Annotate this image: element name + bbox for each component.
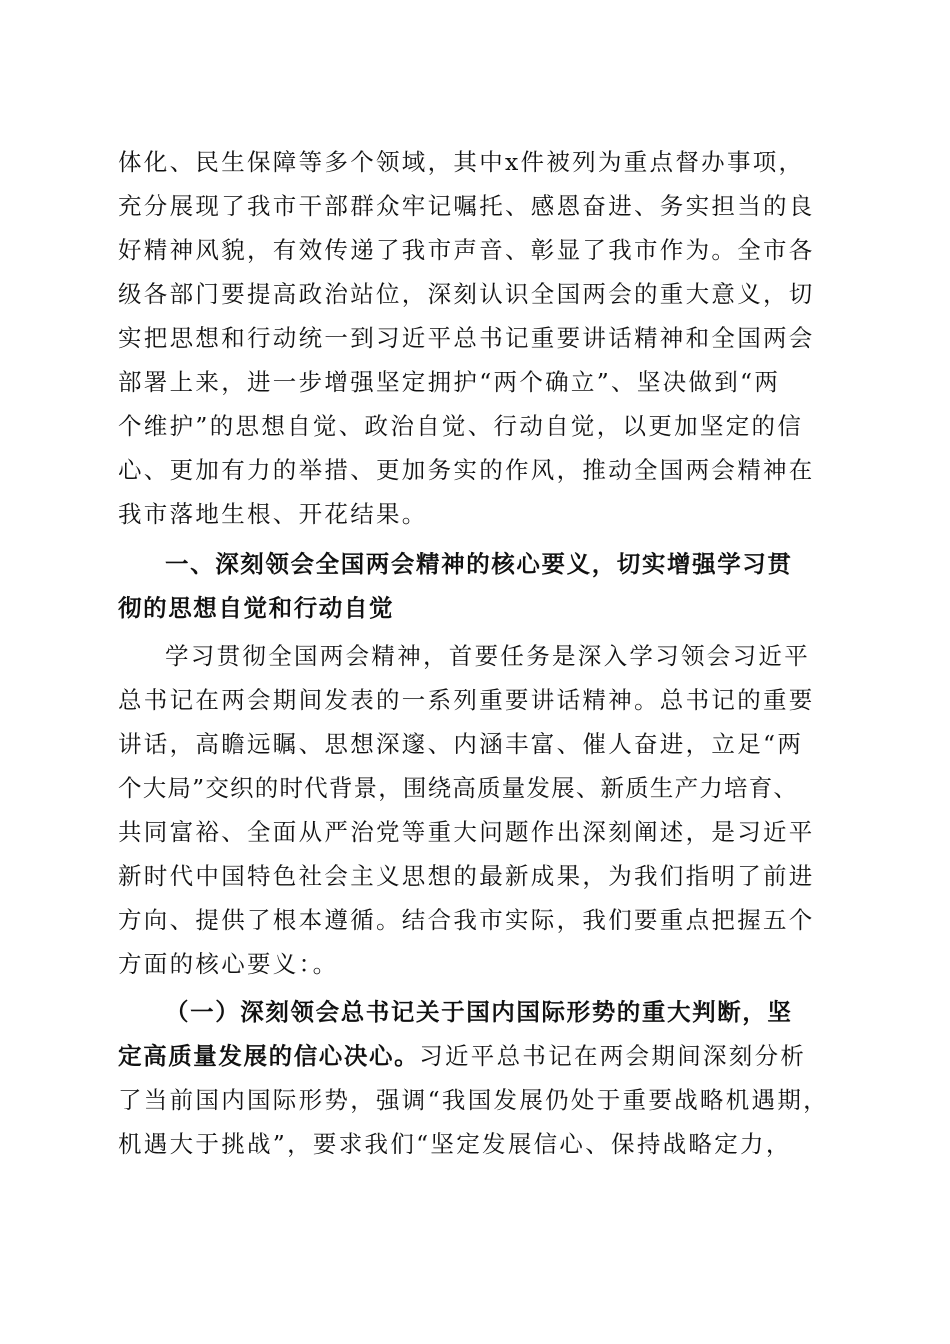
paragraph-line: 总书记在两会期间发表的一系列重要讲话精神。总书记的重要 xyxy=(118,686,815,714)
paragraph-line: 充分展现了我市干部群众牢记嘱托、感恩奋进、务实担当的良 xyxy=(118,192,815,220)
paragraph-line: 新时代中国特色社会主义思想的最新成果，为我们指明了前进 xyxy=(118,862,815,890)
paragraph-line: 级各部门要提高政治站位，深刻认识全国两会的重大意义，切 xyxy=(118,280,815,308)
section-heading: 彻的思想自觉和行动自觉 xyxy=(118,594,395,622)
paragraph-line: 体化、民生保障等多个领域，其中x件被列为重点督办事项， xyxy=(118,148,805,176)
paragraph-line: 部署上来，进一步增强坚定拥护“两个确立”、坚决做到“两 xyxy=(118,368,781,396)
paragraph-line: 个维护”的思想自觉、政治自觉、行动自觉，以更加坚定的信 xyxy=(118,412,804,440)
paragraph-line: 了当前国内国际形势，强调“我国发展仍处于重要战略机遇期， xyxy=(118,1086,829,1114)
paragraph-line: 心、更加有力的举措、更加务实的作风，推动全国两会精神在 xyxy=(118,456,815,484)
paragraph-line: 我市落地生根、开花结果。 xyxy=(118,500,428,528)
subsection-heading: （一）深刻领会总书记关于国内国际形势的重大判断，坚 xyxy=(165,998,793,1026)
paragraph-line: 方向、提供了根本遵循。结合我市实际，我们要重点把握五个 xyxy=(118,906,815,934)
paragraph-line: 共同富裕、全面从严治党等重大问题作出深刻阐述，是习近平 xyxy=(118,818,815,846)
paragraph-line: 好精神风貌，有效传递了我市声音、彰显了我市作为。全市各 xyxy=(118,236,815,264)
paragraph-line: 个大局”交织的时代背景，围绕高质量发展、新质生产力培育、 xyxy=(118,774,799,802)
paragraph-line: 讲话，高瞻远瞩、思想深邃、内涵丰富、催人奋进，立足“两 xyxy=(118,730,804,758)
section-heading: 一、深刻领会全国两会精神的核心要义，切实增强学习贯 xyxy=(165,550,793,578)
paragraph-line: 实把思想和行动统一到习近平总书记重要讲话精神和全国两会 xyxy=(118,324,815,352)
subsection-heading-continuation: 定高质量发展的信心决心。 xyxy=(118,1042,420,1070)
paragraph-line xyxy=(118,1034,838,1078)
paragraph-text: 习近平总书记在两会期间深刻分析 xyxy=(419,1042,807,1070)
paragraph-line: 机遇大于挑战”，要求我们“坚定发展信心、保持战略定力， xyxy=(118,1130,792,1158)
paragraph-line: 方面的核心要义：。 xyxy=(118,950,339,978)
paragraph-line: 学习贯彻全国两会精神，首要任务是深入学习领会习近平 xyxy=(165,642,810,670)
